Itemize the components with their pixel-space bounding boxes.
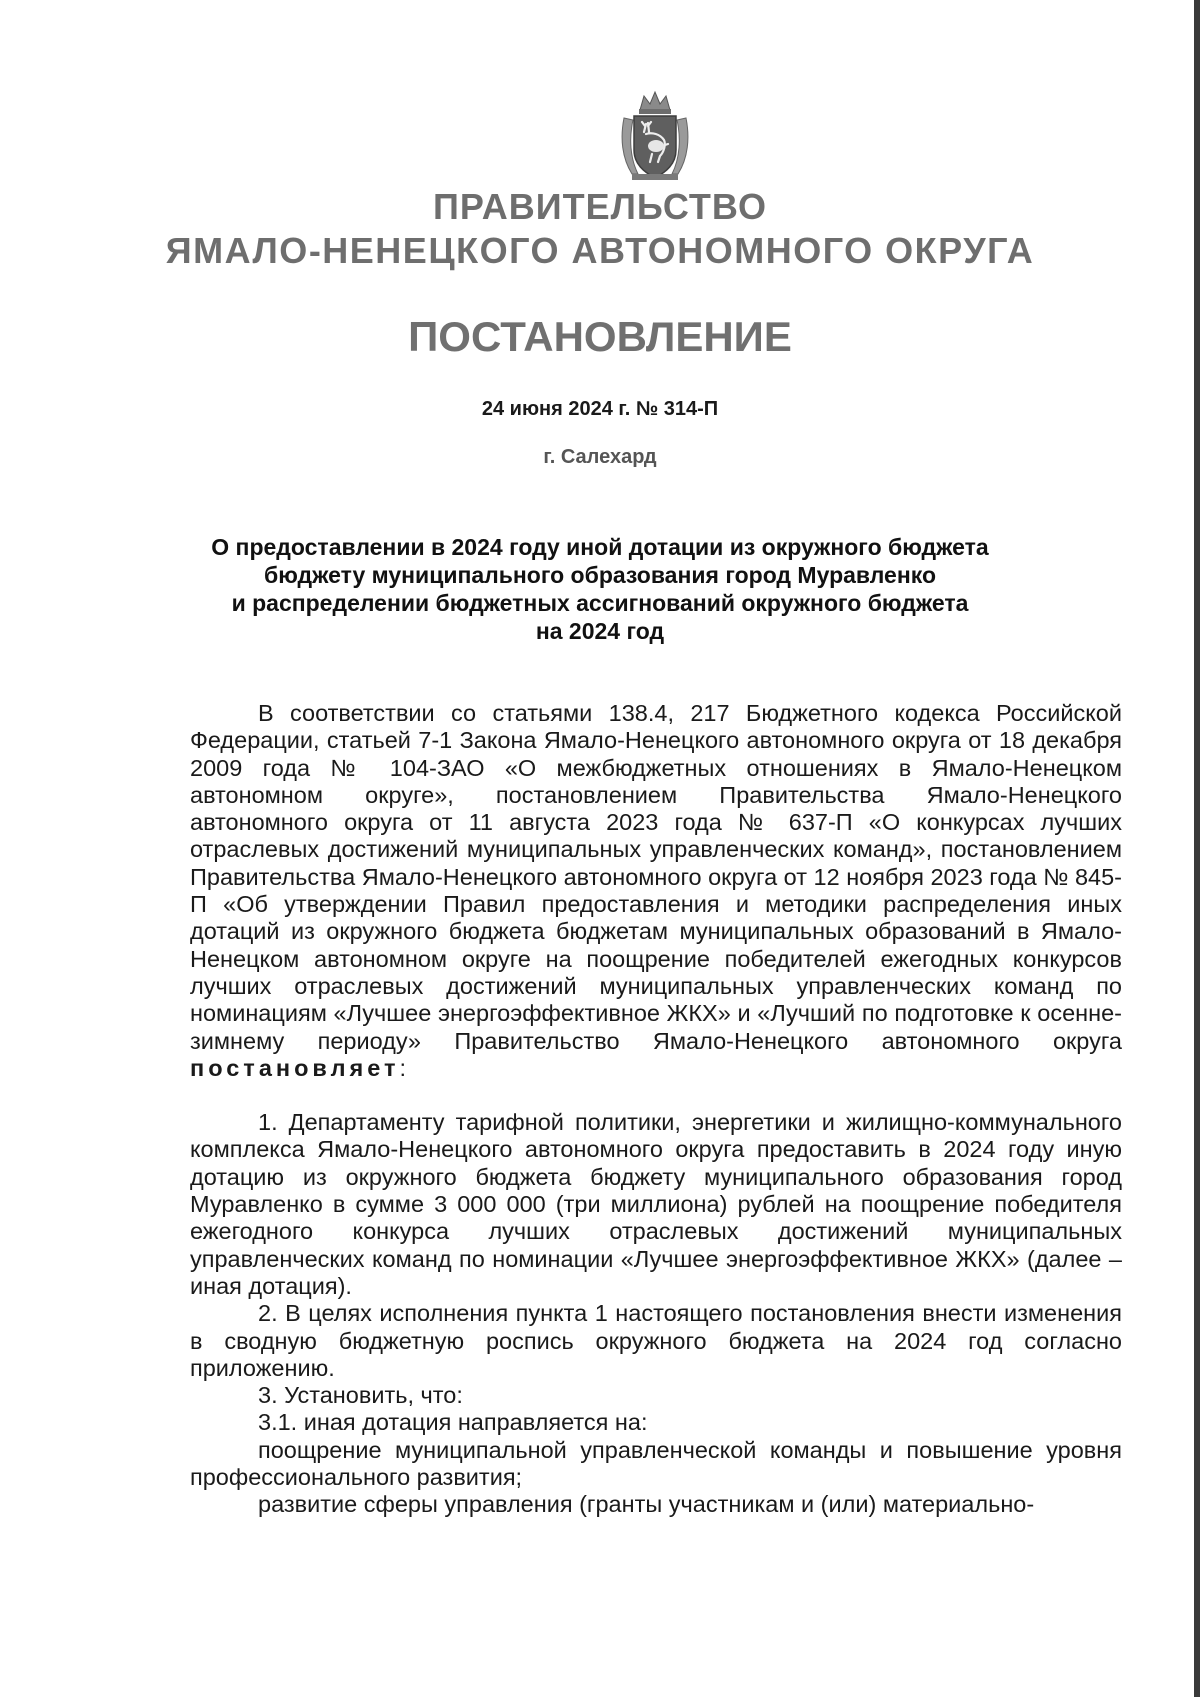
scan-edge bbox=[1194, 0, 1200, 1697]
subject-line: бюджету муниципального образования город Муравленко bbox=[264, 562, 936, 588]
subject-line: и распределении бюджетных ассигнований окружного бюджета bbox=[231, 590, 969, 616]
document-body bbox=[190, 700, 1122, 1519]
list-item: 2. В целях исполнения пункта 1 настоящего постановления внести изменения в сводную бюджетную роспись окружного бюджета на 2024 год согласно приложению. bbox=[190, 1300, 1122, 1381]
list-item: 3.1. иная дотация направляется на: bbox=[258, 1409, 648, 1436]
coat-of-arms-icon bbox=[618, 88, 692, 182]
preamble-text: В соответствии со статьями 138.4, 217 Бюджетного кодекса Российской Федерации, статьей 7-1 Закона Ямало-Ненецкого автономного округа от 18 декабря 2009 года № 104-ЗАО «О межбюджетных отношениях в Ямало-Ненецком автономном округе», постановлением Правительства Ямало-Ненецкого автономного округа от 11 августа 2023 года № 637-П «О конкурсах лучших отраслевых достижений муниципальных управленческих команд», постановлением Правительства Ямало-Ненецкого автономного округа от 12 ноября 2023 года № 845-П «Об утверждении Правил предоставления и методики распределения иных дотаций из окружного бюджета бюджетам муниципальных образований в Ямало-Ненецком автономном округе на поощрение победителей ежегодных конкурсов лучших отраслевых достижений муниципальных управленческих команд по номинациям «Лучшее энергоэффективное ЖКХ» и «Лучший по подготовке к осенне-зимнему периоду» Правительство Ямало-Ненецкого автономного округа bbox=[190, 700, 1122, 1054]
document-date-number: 24 июня 2024 г. № 314-П bbox=[481, 398, 719, 420]
document-subject bbox=[0, 533, 1200, 645]
government-name-line2: ЯМАЛО-НЕНЕЦКОГО АВТОНОМНОГО ОКРУГА bbox=[165, 230, 1035, 271]
preamble-paragraph bbox=[190, 700, 1122, 1082]
list-item: развитие сферы управления (гранты участникам и (или) материально- bbox=[258, 1491, 1035, 1518]
document-type: ПОСТАНОВЛЕНИЕ bbox=[408, 313, 792, 360]
list-item: поощрение муниципальной управленческой команды и повышение уровня профессионального развития; bbox=[190, 1436, 1122, 1491]
subject-line: на 2024 год bbox=[535, 618, 665, 644]
list-item: 1. Департаменту тарифной политики, энергетики и жилищно-коммунального комплекса Ямало-Ненецкого автономного округа предоставить в 2024 году иную дотацию из окружного бюджета бюджету муниципального образования город Муравленко в сумме 3 000 000 (три миллиона) рублей на поощрение победителя ежегодного конкурса лучших отраслевых достижений муниципальных управленческих команд по номинации «Лучшее энергоэффективное ЖКХ» (далее – иная дотация). bbox=[190, 1109, 1122, 1299]
decree-word: постановляет bbox=[190, 1054, 400, 1081]
document-place: г. Салехард bbox=[543, 446, 657, 468]
government-name-line1: ПРАВИТЕЛЬСТВО bbox=[432, 186, 768, 227]
list-item: 3. Установить, что: bbox=[258, 1382, 463, 1409]
decree-colon: : bbox=[399, 1054, 407, 1081]
subject-line: О предоставлении в 2024 году иной дотации из окружного бюджета bbox=[211, 534, 989, 560]
